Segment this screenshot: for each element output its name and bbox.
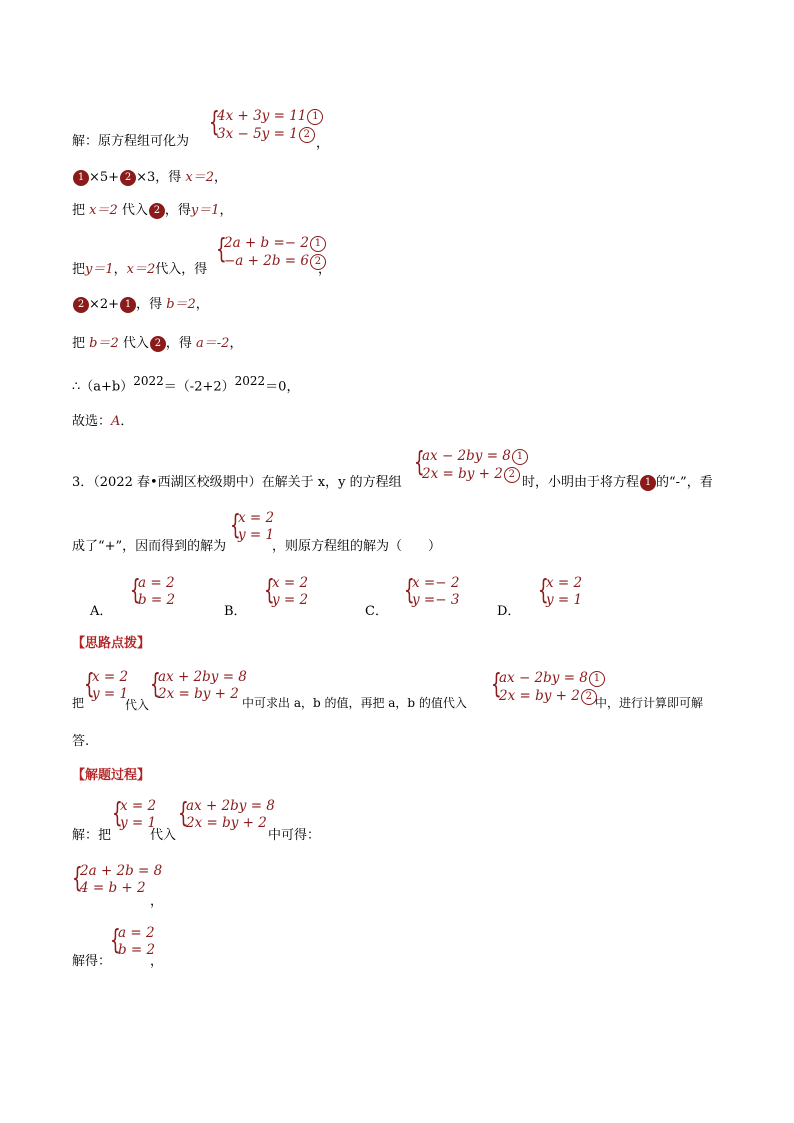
solution-line-5: 2 ×2+ 1 ，得 b＝2，: [72, 293, 209, 313]
hint-modified-system: { ax + 2by = 8 2x = by + 2: [150, 667, 247, 702]
hint-heading: 【思路点拨】: [72, 636, 151, 651]
circle-2-icon: 2: [149, 203, 165, 219]
system-1: [209, 106, 329, 146]
solution-line-3: 把 x＝2 代入 2 ，得y＝1，: [72, 203, 233, 218]
comma: ，: [316, 136, 330, 151]
solution-t3: 中可得：: [268, 828, 321, 843]
hint-original-system: { ax − 2by = 8 1 2x = by + 2 2: [491, 668, 611, 708]
circle-1-icon: 1: [120, 297, 136, 313]
solution-line-4: 把y＝1，x＝2代入，得: [72, 262, 208, 277]
hint-t1: 把: [72, 696, 85, 710]
solution-line-6: 把 b＝2 代入 2 ，得 a＝-2，: [72, 336, 243, 351]
option-system: { x = 2 y = 1: [538, 573, 583, 608]
hint-t4: 中，进行计算即可解: [595, 696, 704, 710]
question-line-2: 成了“+”，因而得到的解为: [72, 539, 227, 554]
circle-1-icon: 1: [310, 236, 326, 252]
brace: {: [110, 923, 121, 956]
solution-given-system: { x = 2 y = 1: [112, 796, 157, 831]
comma: ，: [150, 954, 164, 969]
brace: {: [491, 667, 502, 700]
solution-heading: 【解题过程】: [72, 768, 151, 783]
brace: {: [150, 667, 161, 700]
circle-2-icon: 2: [120, 170, 136, 186]
brace: {: [112, 796, 123, 829]
circle-1-icon: 1: [307, 109, 323, 125]
option-label: A．: [90, 604, 113, 619]
solution-line-1: [72, 130, 189, 149]
question-line-2-tail: ，则原方程组的解为（ ）: [272, 539, 442, 554]
circle-2-icon: 2: [150, 336, 166, 352]
equation: 4x + 3y = 11: [217, 108, 307, 124]
circle-1-icon: 1: [512, 449, 528, 465]
question-line-1: 3．（2022 春•西湖区校级期中）在解关于 x，y 的方程组: [72, 475, 402, 490]
comma: ，: [150, 894, 164, 909]
option-label: D．: [497, 604, 521, 619]
solution-line-2: 1 ×5+ 2 ×3，得 x＝2，: [72, 166, 227, 186]
solution-t1: 解：把: [72, 828, 112, 843]
brace: {: [72, 861, 83, 894]
brace: {: [264, 573, 275, 606]
circle-1-icon: 1: [589, 671, 605, 687]
brace: {: [84, 667, 95, 700]
option-system: { x = 2 y = 2: [264, 573, 309, 608]
brace: {: [230, 508, 241, 541]
text: 解：原方程组可化为: [72, 134, 190, 149]
solution-line-7: $\therefore(a+b)^{2022}=(-2+2)^{2022}=0$，: [72, 374, 300, 395]
brace: {: [216, 232, 227, 265]
option-label: C．: [365, 604, 388, 619]
hint-t2: 代入: [125, 698, 150, 712]
solution-final-system: { a = 2 b = 2: [110, 923, 156, 958]
system-2: { 2a + b =− 2 1 −a + 2b = 6 2: [216, 233, 336, 273]
circle-1-icon: 1: [640, 475, 656, 491]
brace: {: [178, 796, 189, 829]
hint-t3: 中可求出 a，b 的值，再把 a，b 的值代入: [242, 696, 467, 710]
circle-2-icon: 2: [310, 254, 326, 270]
circle-2-icon: 2: [504, 467, 520, 483]
circle-1-icon: 1: [73, 170, 89, 186]
comma: ，: [318, 262, 332, 277]
option-label: B．: [224, 604, 247, 619]
hint-solution-system: { x = 2 y = 1: [84, 667, 129, 702]
circle-2-icon: 2: [299, 127, 315, 143]
given-solution: { x = 2 y = 1: [230, 508, 275, 543]
equation: 3x − 5y = 1: [217, 126, 298, 142]
circle-2-icon: 2: [581, 689, 597, 705]
brace: {: [414, 445, 425, 478]
option-system: { x =− 2 y =− 3: [404, 573, 460, 608]
circle-2-icon: 2: [73, 297, 89, 313]
option-system: { a = 2 b = 2: [130, 573, 176, 608]
solution-t2: 代入: [150, 828, 177, 843]
brace: {: [209, 105, 220, 138]
brace: {: [404, 573, 415, 606]
solution-t4: 解得：: [72, 954, 112, 969]
brace: {: [130, 573, 141, 606]
question-line-1-tail: 时，小明由于将方程 1 的“-”，看: [522, 475, 713, 490]
solution-result-system: { 2a + 2b = 8 4 = b + 2: [72, 861, 163, 896]
solution-line-8: 故选：A．: [72, 414, 134, 429]
brace: {: [538, 573, 549, 606]
question-system: { ax − 2by = 8 1 2x = by + 2 2: [414, 446, 534, 486]
hint-t5: 答.: [72, 734, 90, 749]
solution-modified-system: { ax + 2by = 8 2x = by + 2: [178, 796, 275, 831]
